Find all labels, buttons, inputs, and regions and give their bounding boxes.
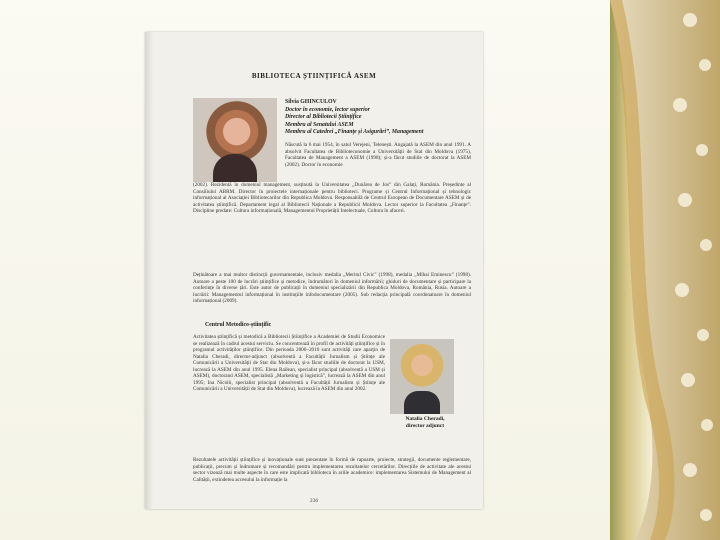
- section-paragraph: Rezultatele activității științifice și inovaționale sunt prezentate în formă de rapoarte, proiecte, strategii, documente reglementare, publicații, precum și îndrumare și recomandări pentru implementarea rezultatelor cercetărilor. Direcțiile de activitate ale acestui sector vizează mai multe aspecte în care este implicată biblioteca în ariile academice: implementarea Sistemului de Management al Calității, extinderea accesului la informație la: [193, 457, 471, 483]
- bio-line: Director al Bibliotecii Științifice: [285, 114, 362, 121]
- bio-name: Silvia GHINCULOV: [285, 99, 337, 105]
- caption-role: director adjunct: [405, 423, 445, 429]
- bio-paragraph: Deținătoare a mai multor distincții guvernamentale, inclusiv medalia „Meritul Civic” (1998), medalia „Mihai Eminescu” (1998). Autoare a peste 100 de lucrări științifice și metodice, îndrumători în domeniul informării; ghiduri de documentare și participare la conferințe în diverse țări. Este autor de publicații în domeniul specializării din Republica Moldova, România, Rusia. Autoare a lucrării: Managementul informațional în instituțiile infodocumentare (2005). Sub redacția principală coordonatoare în domeniul informațional (2009).: [193, 272, 471, 304]
- bio-line: Doctor în economie, lector superior: [285, 106, 370, 113]
- document-page: [145, 32, 483, 509]
- section-heading: Centrul Metodico-științific: [205, 322, 272, 328]
- portrait-photo: [193, 98, 277, 182]
- bio-paragraph: Născută la 6 mai 1954, în satul Verejeni, Telenești. Angajată la ASEM din anul 1991. A absolvit Facultatea de Biblioteconomie a Universității de Stat din Moldova (1975), Facultatea de Management a ASEM (1998); și-a făcut studiile de doctorat la ASEM (2002). Doctor în economie: [285, 142, 471, 168]
- page-title: BIBLIOTECA ȘTIINȚIFICĂ ASEM: [251, 72, 377, 80]
- photo-caption: [390, 416, 460, 430]
- section-paragraph: Activitatea științifică și metodică a Bibliotecii Științifice a Academiei de Studii Economice se realizează în cadrul acestui serviciu. Se concentrează în profil de activități științifice și în programul activităților științifice. Din perioada 2006–2010 sunt activități care aparțin de Natalia Cheradi, director-adjunct (absolventă a Facultății Jurnalism și Științe ale Comunicării a Universității de Stat din Moldova), și-a făcut studiile de doctorat la USM, lucrează la ASEM din anul 1995. Elena Railean, specialist principal (absolventă a USM și ASEM), doctorand ASEM, specialistă „Marketing și logistică”, lucrează la ASEM din anul 1995; Ina Nicolii, specialist principal (absolventă a Facultății Jurnalism și Științe ale Comunicării a Universității de Stat din Moldova), lucrează la ASEM din anul 2002.: [193, 334, 385, 392]
- bio-line: Membru al Catedrei „Finanțe și Asigurări”, Management: [285, 129, 424, 136]
- page-number: 236: [309, 498, 319, 504]
- decorative-border: [610, 0, 720, 540]
- page-shadow-edge: [145, 32, 153, 509]
- portrait-photo: [390, 339, 454, 414]
- bio-paragraph: (2002). Rezidentă în domeniul management, susținută la Universitatea „Dunărea de Jos” din Galați, România. Președinte al Consiliului ABRM. Director în proiectele internaționale pentru biblioteci. Programe și Centrul Informațional și tehnologic informațional al Asociației Bibliotecarilor din Republica Moldova. Responsabilă de Centrul European de Documentare ASEM și de activitatea științifică. Departament legal al Bibliotecii Naționale a Republicii Moldova. Lector superior la Facultatea „Finanțe”. Discipline predate: Cultura informațională, Managementul Proprietății Intelectuale, Cultura în afaceri.: [193, 182, 471, 214]
- caption-name: Natalia Cheradi,: [405, 416, 445, 422]
- bio-header: [285, 99, 470, 137]
- bio-line: Membru al Senatului ASEM: [285, 121, 354, 128]
